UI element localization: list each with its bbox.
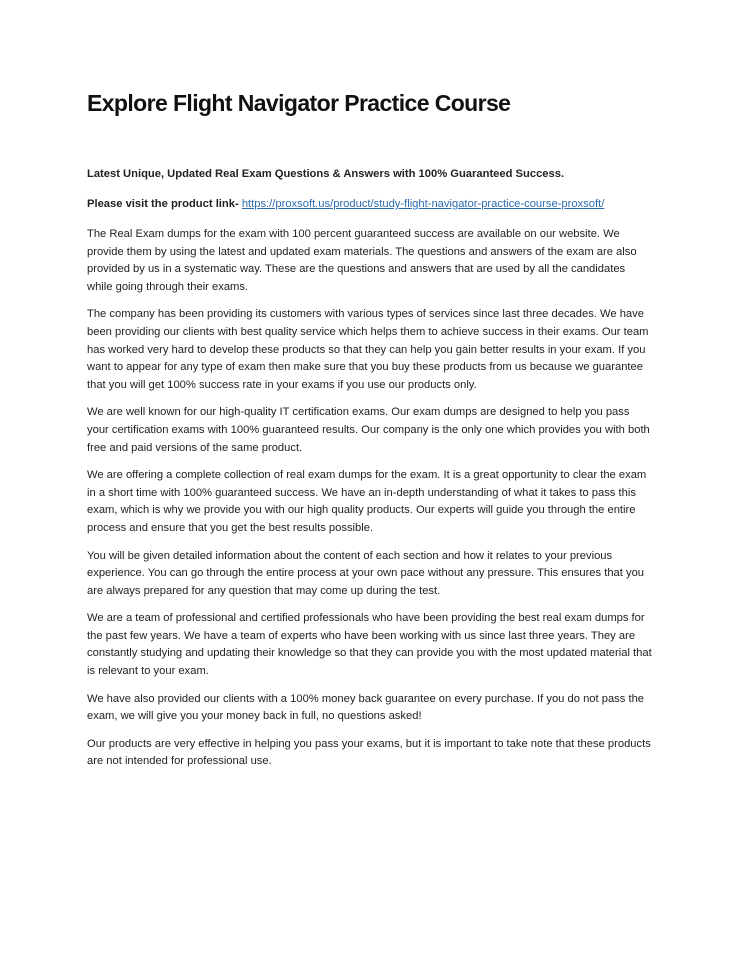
body-paragraph: We are a team of professional and certified professionals who have been providing the best real exam dumps for the past few years. We have a team of experts who have been working with us since last three years. They are constantly studying and updating their knowledge so that they can provide you with the most updated material that is relevant to your exam. <box>87 612 652 678</box>
body-paragraph: We have also provided our clients with a 100% money back guarantee on every purchase. If you do not pass the exam, we will give you your money back in full, no questions asked! <box>87 692 645 723</box>
body-paragraph: Our products are very effective in helping you pass your exams, but it is important to take note that these products are not intended for professional use. <box>87 737 651 768</box>
body-paragraph: The Real Exam dumps for the exam with 100 percent guaranteed success are available on our website. We provide them by using the latest and updated exam materials. The questions and answers of the exam are also provided by us in a systematic way. These are the questions and answers that are used by all the candidates while going through their exams. <box>87 228 637 293</box>
document-page <box>87 88 653 781</box>
body-paragraph: The company has been providing its customers with various types of services since last three decades. We have been providing our clients with best quality service which helps them to achieve success in their exams. Our team has worked very hard to develop these products so that they can help you gain better results in your exam. If you want to appear for any type of exam then make sure that you buy these products from us because we guarantee that you will get 100% success rate in your exams if you use our products only. <box>87 308 649 391</box>
body-paragraph: We are offering a complete collection of real exam dumps for the exam. It is a great opportunity to clear the exam in a short time with 100% guaranteed success. We have an in-depth understanding of what it takes to pass this exam, which is why we provide you with our high quality products. Our experts will guide you through the entire process and ensure that you get the best results possible. <box>87 469 647 534</box>
product-link[interactable]: https://proxsoft.us/product/study-flight-navigator-practice-course-proxsoft/ <box>241 198 605 210</box>
body-paragraph: We are well known for our high-quality IT certification exams. Our exam dumps are designed to help you pass your certification exams with 100% guaranteed results. Our company is the only one which provides you with both free and paid versions of the same product. <box>87 406 650 454</box>
document-subtitle: Latest Unique, Updated Real Exam Questions & Answers with 100% Guaranteed Success. <box>87 168 565 180</box>
product-link-paragraph <box>87 196 653 213</box>
body-paragraph: You will be given detailed information about the content of each section and how it relates to your previous experience. You can go through the entire process at your own pace without any pressure. This ensures that you are always prepared for any question that may come up during the test. <box>87 549 645 597</box>
product-link-lead: Please visit the product link- <box>87 198 239 210</box>
document-title: Explore Flight Navigator Practice Course <box>87 90 511 116</box>
